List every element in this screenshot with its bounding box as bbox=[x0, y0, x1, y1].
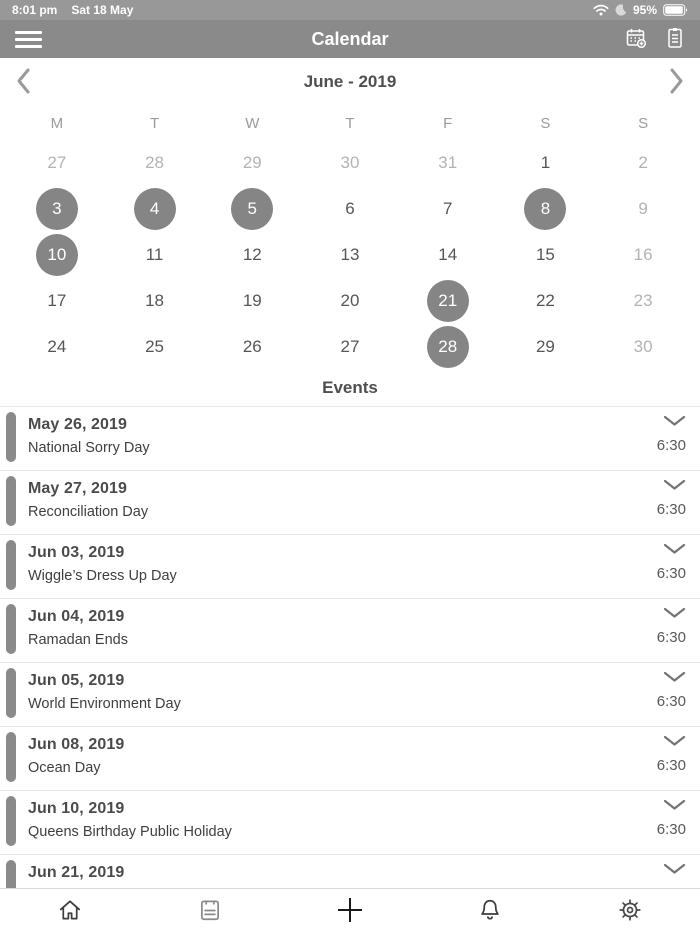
nav-bar bbox=[0, 20, 700, 58]
calendar-day-18[interactable]: 18 bbox=[145, 291, 165, 310]
calendar-day-23[interactable]: 23 bbox=[633, 291, 653, 310]
event-accent-bar bbox=[6, 668, 16, 718]
chevron-down-icon[interactable] bbox=[657, 606, 686, 624]
calendar-day-21[interactable]: 21 bbox=[427, 280, 469, 322]
calendar-day-30[interactable]: 30 bbox=[340, 153, 360, 172]
weekday-label: W bbox=[245, 114, 260, 132]
calendar-day-7[interactable]: 7 bbox=[442, 199, 453, 218]
calendar-day-31[interactable]: 31 bbox=[438, 153, 458, 172]
chevron-down-icon[interactable] bbox=[657, 542, 686, 560]
event-title: Ramadan Ends bbox=[28, 632, 128, 648]
add-event-button[interactable] bbox=[624, 26, 648, 53]
status-date: Sat 18 May bbox=[71, 3, 134, 17]
wifi-icon bbox=[593, 4, 609, 16]
calendar-day-9[interactable]: 9 bbox=[638, 199, 648, 218]
event-title: Ocean Day bbox=[28, 760, 101, 776]
calendar-day-27[interactable]: 27 bbox=[340, 337, 360, 356]
calendar-day-28[interactable]: 28 bbox=[427, 326, 469, 368]
calendar-day-27[interactable]: 27 bbox=[47, 153, 67, 172]
tab-notifications[interactable] bbox=[420, 889, 560, 934]
menu-button[interactable] bbox=[15, 27, 42, 52]
month-label: June - 2019 bbox=[303, 72, 397, 91]
chevron-down-icon[interactable] bbox=[657, 670, 686, 688]
page-title: Calendar bbox=[311, 28, 389, 49]
calendar-day-16[interactable]: 16 bbox=[633, 245, 653, 264]
gear-icon bbox=[617, 897, 643, 926]
chevron-down-icon[interactable] bbox=[657, 798, 686, 816]
event-time: 6:30 bbox=[656, 693, 686, 710]
event-accent-bar bbox=[6, 796, 16, 846]
chevron-down-icon[interactable] bbox=[657, 414, 686, 432]
calendar-day-25[interactable]: 25 bbox=[145, 337, 165, 356]
events-list bbox=[0, 406, 700, 888]
chevron-down-icon[interactable] bbox=[657, 478, 686, 496]
tab-journal[interactable] bbox=[140, 889, 280, 934]
event-date: Jun 10, 2019 bbox=[28, 800, 125, 817]
weekday-label: S bbox=[540, 114, 551, 132]
calendar-day-28[interactable]: 28 bbox=[145, 153, 165, 172]
event-row[interactable] bbox=[0, 535, 700, 599]
calendar-plus-icon bbox=[624, 38, 648, 53]
calendar-day-6[interactable]: 6 bbox=[345, 199, 355, 218]
tab-bar bbox=[0, 888, 700, 934]
event-time: 6:30 bbox=[656, 757, 686, 774]
event-accent-bar bbox=[6, 476, 16, 526]
chevron-down-icon[interactable] bbox=[657, 734, 686, 752]
event-date: Jun 21, 2019 bbox=[28, 864, 125, 881]
calendar-day-19[interactable]: 19 bbox=[242, 291, 262, 310]
month-navigation bbox=[0, 58, 700, 106]
event-date: Jun 05, 2019 bbox=[28, 672, 125, 689]
chevron-left-icon bbox=[14, 84, 33, 99]
calendar-day-30[interactable]: 30 bbox=[633, 337, 653, 356]
calendar-day-15[interactable]: 15 bbox=[535, 245, 555, 264]
event-date: Jun 08, 2019 bbox=[28, 736, 125, 753]
tab-home[interactable] bbox=[0, 889, 140, 934]
event-time: 6:30 bbox=[656, 821, 686, 838]
event-time: 6:30 bbox=[656, 629, 686, 646]
calendar-day-22[interactable]: 22 bbox=[535, 291, 555, 310]
do-not-disturb-moon-icon bbox=[615, 4, 627, 16]
event-date: Jun 04, 2019 bbox=[28, 608, 125, 625]
battery-percent: 95% bbox=[632, 3, 657, 17]
status-bar bbox=[0, 0, 700, 20]
calendar-day-29[interactable]: 29 bbox=[535, 337, 555, 356]
event-row[interactable] bbox=[0, 407, 700, 471]
calendar-day-2[interactable]: 2 bbox=[638, 153, 648, 172]
calendar-day-26[interactable]: 26 bbox=[242, 337, 262, 356]
weekday-label: S bbox=[638, 114, 649, 132]
event-date: May 26, 2019 bbox=[28, 416, 128, 433]
plus-icon bbox=[334, 894, 366, 929]
tab-settings[interactable] bbox=[560, 889, 700, 934]
event-title: World Environment Day bbox=[28, 696, 181, 712]
event-title: Reconciliation Day bbox=[28, 504, 149, 520]
calendar-day-20[interactable]: 20 bbox=[340, 291, 360, 310]
calendar-day-10[interactable]: 10 bbox=[36, 234, 78, 276]
calendar-day-12[interactable]: 12 bbox=[242, 245, 262, 264]
chevron-right-icon bbox=[667, 84, 686, 99]
calendar-day-8[interactable]: 8 bbox=[524, 188, 566, 230]
calendar-day-14[interactable]: 14 bbox=[438, 245, 458, 264]
prev-month-button[interactable] bbox=[14, 66, 33, 99]
home-icon bbox=[57, 897, 83, 926]
event-row[interactable] bbox=[0, 855, 700, 888]
calendar-grid bbox=[0, 140, 700, 370]
event-time: 6:30 bbox=[656, 501, 686, 518]
weekday-label: T bbox=[149, 114, 160, 132]
chevron-down-icon[interactable] bbox=[663, 862, 686, 880]
calendar-day-5[interactable]: 5 bbox=[231, 188, 273, 230]
bell-icon bbox=[477, 897, 503, 926]
calendar-day-1[interactable]: 1 bbox=[540, 153, 551, 172]
calendar-day-17[interactable]: 17 bbox=[47, 291, 67, 310]
event-title: Queens Birthday Public Holiday bbox=[28, 824, 232, 840]
tab-add[interactable] bbox=[280, 889, 420, 934]
weekday-label: T bbox=[345, 114, 355, 132]
event-accent-bar bbox=[6, 732, 16, 782]
weekday-label: F bbox=[443, 114, 453, 132]
event-row[interactable] bbox=[0, 791, 700, 855]
event-date: Jun 03, 2019 bbox=[28, 544, 125, 561]
calendar-day-24[interactable]: 24 bbox=[47, 337, 67, 356]
next-month-button[interactable] bbox=[667, 66, 686, 99]
clipboard-notes-icon bbox=[664, 38, 686, 53]
calendar-day-11[interactable]: 11 bbox=[145, 245, 164, 264]
hamburger-icon bbox=[15, 31, 42, 34]
calendar-day-4[interactable]: 4 bbox=[134, 188, 176, 230]
event-date: May 27, 2019 bbox=[28, 480, 128, 497]
event-title: National Sorry Day bbox=[28, 440, 150, 456]
events-header: Events bbox=[322, 378, 378, 397]
event-accent-bar bbox=[6, 540, 16, 590]
event-row[interactable] bbox=[0, 663, 700, 727]
event-row[interactable] bbox=[0, 727, 700, 791]
weekday-label: M bbox=[50, 114, 64, 132]
event-time: 6:30 bbox=[656, 437, 686, 454]
event-title: Wiggle’s Dress Up Day bbox=[28, 568, 177, 584]
calendar-day-13[interactable]: 13 bbox=[340, 245, 360, 264]
event-row[interactable] bbox=[0, 599, 700, 663]
status-time: 8:01 pm bbox=[12, 3, 58, 17]
battery-icon bbox=[663, 4, 688, 16]
event-accent-bar bbox=[6, 604, 16, 654]
event-row[interactable] bbox=[0, 471, 700, 535]
event-accent-bar bbox=[6, 412, 16, 462]
notes-button[interactable] bbox=[664, 26, 686, 53]
event-time: 6:30 bbox=[656, 565, 686, 582]
weekday-header-row bbox=[0, 106, 700, 140]
calendar-day-3[interactable]: 3 bbox=[36, 188, 78, 230]
calendar-day-29[interactable]: 29 bbox=[242, 153, 262, 172]
event-accent-bar bbox=[6, 860, 16, 888]
journal-icon bbox=[197, 897, 223, 926]
